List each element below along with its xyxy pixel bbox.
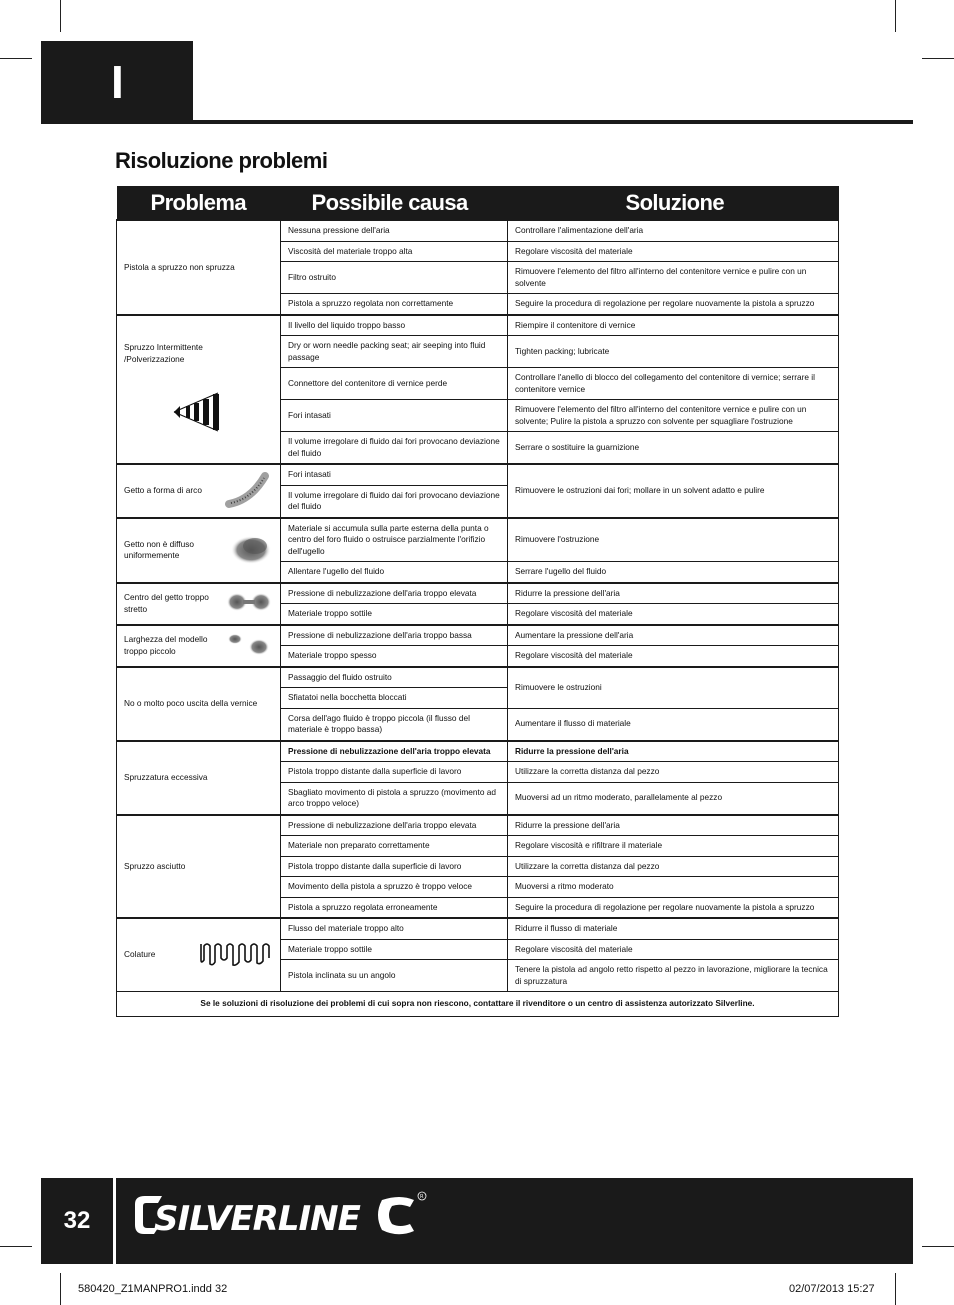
cause-cell: Sfiatatoi nella bocchetta bloccati: [281, 688, 508, 709]
solution-cell: Regolare viscosità del materiale: [508, 241, 839, 262]
table-row: [117, 518, 839, 562]
solution-cell: Utilizzare la corretta distanza dal pezzo: [508, 762, 839, 783]
problem-cell: [117, 625, 281, 667]
crop-mark: [60, 1273, 61, 1305]
crop-mark: [895, 0, 896, 32]
solution-cell: Seguire la procedura di regolazione per regolare nuovamente la pistola a spruzzo: [508, 294, 839, 315]
page-title: Risoluzione problemi: [115, 148, 328, 173]
cause-cell: Pistola a spruzzo regolata erroneamente: [281, 897, 508, 918]
slug-date: 02/07/2013 15:27: [789, 1283, 875, 1295]
solution-cell: Seguire la procedura di regolazione per regolare nuovamente la pistola a spruzzo: [508, 897, 839, 918]
cause-cell: Viscosità del materiale troppo alta: [281, 241, 508, 262]
crop-mark: [60, 0, 61, 32]
table-row: [117, 464, 839, 485]
cause-cell: Movimento della pistola a spruzzo è troppo veloce: [281, 877, 508, 898]
problem-cell: [117, 741, 281, 815]
solution-cell: Controllare l'anello di blocco del collegamento del contenitore di vernice; serrare il contenitore vernice: [508, 368, 839, 400]
footer-divider: [113, 1178, 116, 1264]
cause-cell: Pressione di nebulizzazione dell'aria troppo elevata: [281, 583, 508, 604]
problem-label: Spruzzo asciutto: [124, 860, 186, 871]
cause-cell: Il volume irregolare di fluido dai fori provocano deviazione del fluido: [281, 485, 508, 518]
uneven-spray-pattern: [223, 528, 273, 572]
solution-cell: Rimuovere le ostruzioni: [508, 667, 839, 709]
solution-cell: Muoversi a ritmo moderato: [508, 877, 839, 898]
brand-logo: [130, 1190, 430, 1245]
cause-cell: Materiale troppo spesso: [281, 646, 508, 667]
solution-cell: Riempire il contenitore di vernice: [508, 315, 839, 336]
page-number: 32: [63, 1207, 91, 1234]
problem-label: Colature: [124, 949, 156, 960]
language-tab: [41, 41, 193, 123]
cause-cell: Pistola troppo distante dalla superficie di lavoro: [281, 762, 508, 783]
cause-cell: Fori intasati: [281, 400, 508, 432]
cause-cell: Materiale troppo sottile: [281, 604, 508, 625]
table-row: [117, 918, 839, 939]
problem-label: Centro del getto troppo stretto: [124, 592, 209, 614]
cause-cell: Sbagliato movimento di pistola a spruzzo (movimento ad arco troppo veloce): [281, 782, 508, 815]
svg-text:R: R: [420, 1194, 424, 1200]
table-row: [117, 583, 839, 604]
problem-cell: [117, 583, 281, 625]
table-body: [117, 220, 839, 1016]
solution-cell: Ridurre la pressione dell'aria: [508, 741, 839, 762]
table-row: [117, 992, 839, 1017]
solution-cell: Rimuovere l'elemento del filtro all'interno del contenitore vernice e pulire con un solvente; Pulire la pistola a spruzzo con solvente per squagliare l'ostruzione: [508, 400, 839, 432]
crop-mark: [922, 58, 954, 59]
header-cause: Possibile causa: [281, 186, 508, 220]
problem-label: Spruzzo Intermittente /Polverizzazione: [124, 342, 203, 364]
solution-cell: Serrare l'ugello del fluido: [508, 562, 839, 583]
slug-filename: 580420_Z1MANPRO1.indd 32: [78, 1283, 228, 1295]
solution-cell: Regolare viscosità del materiale: [508, 939, 839, 960]
table-row: [117, 220, 839, 241]
problem-label: Larghezza del modello troppo piccolo: [124, 634, 208, 656]
problem-label: Getto non è diffuso uniformemente: [124, 538, 194, 560]
cause-cell: Connettore del contenitore di vernice perde: [281, 368, 508, 400]
problem-cell: [117, 464, 281, 518]
solution-cell: Utilizzare la corretta distanza dal pezzo: [508, 856, 839, 877]
solution-cell: Controllare l'alimentazione dell'aria: [508, 220, 839, 241]
problem-label: Pistola a spruzzo non spruzza: [124, 261, 235, 272]
silverline-logo-icon: [130, 1190, 430, 1240]
table-row: [117, 625, 839, 646]
crop-mark: [895, 1273, 896, 1305]
solution-cell: Rimuovere le ostruzioni dai fori; mollare in un solvent adatto e pulire: [508, 464, 839, 518]
runs-pattern: [197, 938, 273, 972]
troubleshooting-table: [116, 186, 839, 1017]
cause-cell: Dry or worn needle packing seat; air seeping into fluid passage: [281, 336, 508, 368]
solution-cell: Regolare viscosità e rifiltrare il materiale: [508, 836, 839, 857]
table-row: [117, 741, 839, 762]
cause-cell: Pressione di nebulizzazione dell'aria troppo bassa: [281, 625, 508, 646]
solution-cell: Aumentare il flusso di materiale: [508, 708, 839, 741]
small-pattern: [223, 630, 273, 662]
crop-mark: [922, 1246, 954, 1247]
cause-cell: Materiale troppo sottile: [281, 939, 508, 960]
cause-cell: Corsa dell'ago fluido è troppo piccola (il flusso del materiale è troppo bassa): [281, 708, 508, 741]
cause-cell: Nessuna pressione dell'aria: [281, 220, 508, 241]
solution-cell: Rimuovere l'elemento del filtro all'interno del contenitore vernice e pulire con un solvente: [508, 262, 839, 294]
solution-cell: Aumentare la pressione dell'aria: [508, 625, 839, 646]
header-problem: Problema: [117, 186, 281, 220]
problem-cell: [117, 220, 281, 315]
header-rule: [41, 120, 913, 124]
cone-icon: [168, 391, 273, 437]
cause-cell: Il volume irregolare di fluido dai fori provocano deviazione del fluido: [281, 432, 508, 465]
cause-cell: Pressione di nebulizzazione dell'aria troppo elevata: [281, 741, 508, 762]
table-header-row: [117, 186, 839, 220]
cause-cell: Pistola troppo distante dalla superficie di lavoro: [281, 856, 508, 877]
cause-cell: Il livello del liquido troppo basso: [281, 315, 508, 336]
problem-cell: [117, 667, 281, 741]
cause-cell: Pistola a spruzzo regolata non correttamente: [281, 294, 508, 315]
solution-cell: Regolare viscosità del materiale: [508, 604, 839, 625]
solution-cell: Rimuovere l'ostruzione: [508, 518, 839, 562]
problem-cell: [117, 518, 281, 583]
cause-cell: Materiale si accumula sulla parte esterna della punta o centro del foro fluido o ostruisce parzialmente l'orifizio dell'ugello: [281, 518, 508, 562]
language-letter: I: [111, 56, 124, 108]
solution-cell: Ridurre la pressione dell'aria: [508, 583, 839, 604]
cause-cell: Materiale non preparato correttamente: [281, 836, 508, 857]
problem-label: Getto a forma di arco: [124, 485, 202, 495]
problem-label: No o molto poco uscita della vernice: [124, 697, 258, 708]
solution-cell: Tighten packing; lubricate: [508, 336, 839, 368]
cause-cell: Filtro ostruito: [281, 262, 508, 294]
cause-cell: Allentare l'ugello del fluido: [281, 562, 508, 583]
crop-mark: [0, 1246, 32, 1247]
cause-cell: Fori intasati: [281, 464, 508, 485]
header-solution: Soluzione: [508, 186, 839, 220]
problem-cell: [117, 918, 281, 992]
solution-cell: Serrare o sostituire la guarnizione: [508, 432, 839, 465]
problem-label: Spruzzatura eccessiva: [124, 771, 208, 782]
solution-cell: Ridurre il flusso di materiale: [508, 918, 839, 939]
crop-mark: [0, 58, 32, 59]
solution-cell: Regolare viscosità del materiale: [508, 646, 839, 667]
cause-cell: Flusso del materiale troppo alto: [281, 918, 508, 939]
table-row: [117, 667, 839, 688]
narrow-center-pattern: [223, 590, 273, 618]
arc-spray-pattern: [225, 470, 273, 512]
problem-cell: [117, 315, 281, 465]
problem-cell: [117, 815, 281, 919]
table-row: [117, 315, 839, 336]
table-row: [117, 815, 839, 836]
cause-cell: Passaggio del fluido ostruito: [281, 667, 508, 688]
brand-wordmark: SILVERLINE: [154, 1199, 360, 1239]
solution-cell: Ridurre la pressione dell'aria: [508, 815, 839, 836]
footer-note: Se le soluzioni di risoluzione dei problemi di cui sopra non riescono, contattare il rivenditore o un centro di assistenza autorizzato Silverline.: [117, 992, 839, 1017]
cause-cell: Pressione di nebulizzazione dell'aria troppo elevata: [281, 815, 508, 836]
solution-cell: Tenere la pistola ad angolo retto rispetto al pezzo in lavorazione, migliorare la tecnica di spruzzatura: [508, 960, 839, 992]
solution-cell: Muoversi ad un ritmo moderato, parallelamente al pezzo: [508, 782, 839, 815]
cause-cell: Pistola inclinata su un angolo: [281, 960, 508, 992]
